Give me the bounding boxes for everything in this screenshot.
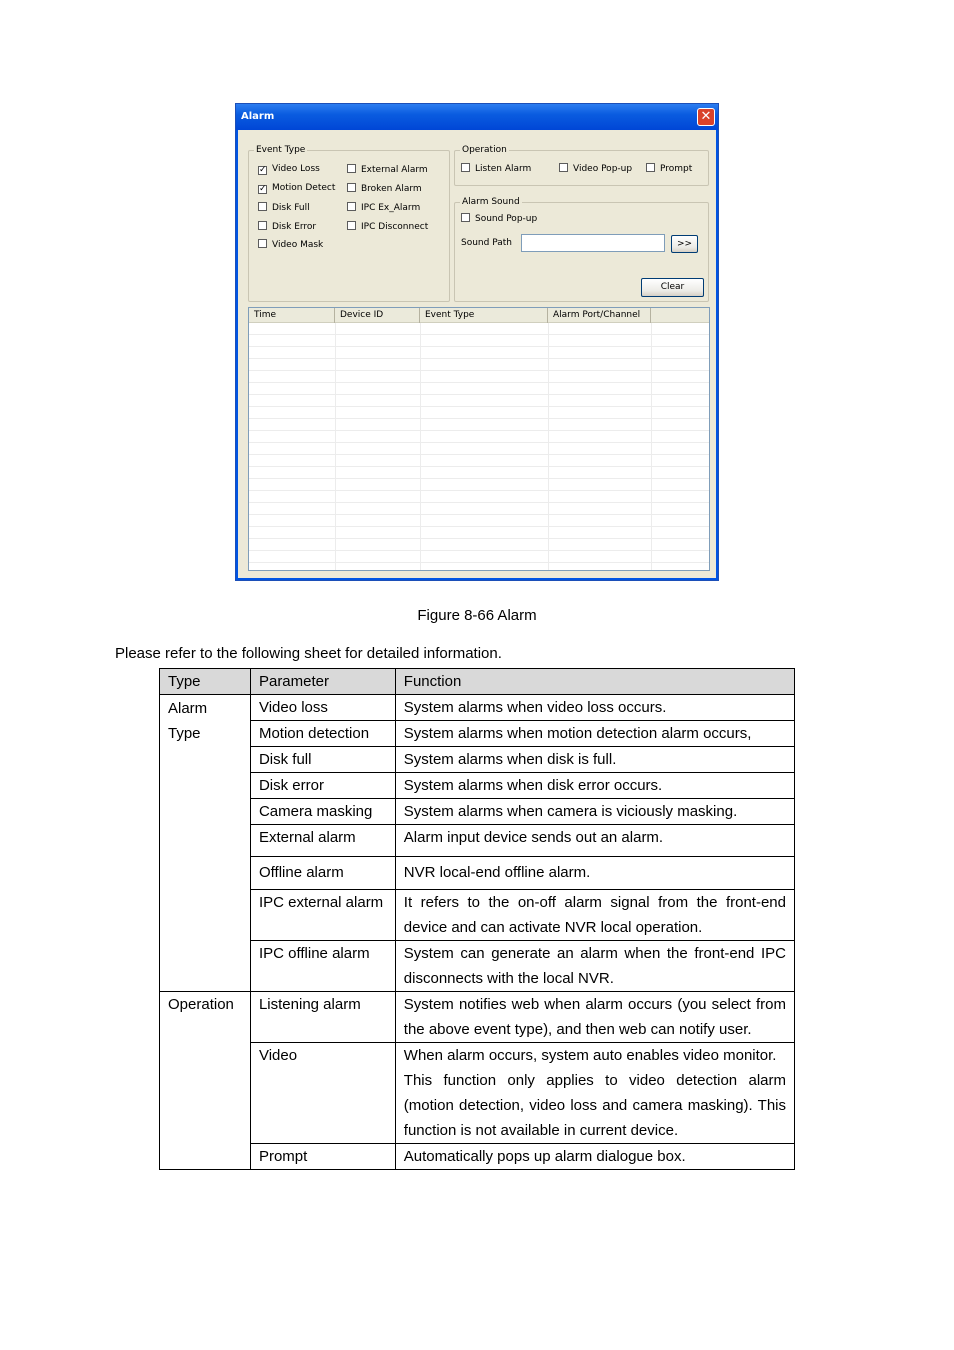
- function-cell: Automatically pops up alarm dialogue box.: [395, 1144, 794, 1170]
- checkbox-video-popup-box[interactable]: [559, 163, 568, 172]
- checkbox-broken-alarm-box[interactable]: [347, 183, 356, 192]
- dialog-title-bar: [236, 104, 718, 130]
- checkbox-ipc-ex-alarm[interactable]: [347, 202, 420, 214]
- function-cell: System alarms when video loss occurs.: [395, 695, 794, 721]
- function-cell: System alarms when disk is full.: [395, 747, 794, 773]
- checkbox-disk-full-box[interactable]: [258, 202, 267, 211]
- checkbox-label: IPC Ex_Alarm: [361, 203, 421, 213]
- checkbox-motion-detect-box[interactable]: ✓: [259, 184, 267, 194]
- checkbox-video-mask-box[interactable]: [258, 239, 267, 248]
- checkbox-label: IPC Disconnect: [361, 222, 429, 232]
- table-row: [160, 941, 795, 992]
- table-row: [160, 1144, 795, 1170]
- param-cell: Motion detection: [250, 721, 395, 747]
- dialog-body: [239, 130, 715, 578]
- checkbox-video-mask[interactable]: [258, 239, 323, 251]
- checkbox-disk-error-box[interactable]: [258, 221, 267, 230]
- checkbox-external-alarm[interactable]: [347, 164, 428, 176]
- checkbox-video-popup[interactable]: [559, 163, 632, 175]
- function-line: When alarm occurs, system auto enables video monitor.: [403, 1047, 777, 1064]
- alarm-list-rows: [249, 323, 709, 570]
- browse-button[interactable]: >>: [671, 235, 698, 253]
- alarm-sound-group: [454, 197, 709, 302]
- table-row: [160, 1043, 795, 1144]
- function-cell: [395, 1043, 794, 1144]
- intro-text: Please refer to the following sheet for detailed information.: [115, 645, 502, 662]
- checkbox-sound-popup[interactable]: [461, 213, 537, 225]
- function-cell: System alarms when disk error occurs.: [395, 773, 794, 799]
- table-row: [160, 825, 795, 857]
- checkbox-video-loss-box[interactable]: ✓: [259, 165, 267, 175]
- dialog-title: Alarm: [241, 111, 275, 122]
- function-cell: System alarms when motion detection alarm occurs,: [395, 721, 794, 747]
- checkbox-broken-alarm[interactable]: [347, 183, 422, 195]
- table-row: [160, 799, 795, 825]
- checkbox-label: Listen Alarm: [475, 164, 532, 174]
- table-row: [160, 773, 795, 799]
- close-icon[interactable]: ✕: [697, 108, 715, 126]
- header-type: Type: [160, 669, 251, 695]
- function-cell: System can generate an alarm when the front-end IPC disconnects with the local NVR.: [395, 941, 794, 992]
- type-label: Alarm Type: [168, 700, 208, 742]
- table-row: [160, 747, 795, 773]
- column-device-id[interactable]: Device ID: [335, 308, 420, 323]
- header-parameter: Parameter: [250, 669, 395, 695]
- type-cell-operation: [160, 992, 251, 1170]
- checkbox-label: External Alarm: [361, 165, 428, 175]
- table-header-row: [160, 669, 795, 695]
- sound-path-input[interactable]: [521, 234, 665, 252]
- event-type-label: Event Type: [256, 145, 306, 155]
- parameter-table: [159, 668, 795, 1170]
- alarm-list-header: [249, 308, 709, 323]
- table-row: [160, 721, 795, 747]
- checkbox-label: Disk Error: [272, 222, 317, 232]
- operation-label: Operation: [462, 145, 507, 155]
- alarm-sound-label: Alarm Sound: [462, 197, 520, 207]
- param-cell: Offline alarm: [250, 857, 395, 890]
- column-time[interactable]: Time: [249, 308, 335, 323]
- alarm-dialog: [235, 103, 719, 581]
- param-cell: Video: [250, 1043, 395, 1144]
- grid-line: [651, 323, 652, 570]
- grid-line: [548, 323, 549, 570]
- table-row: [160, 695, 795, 721]
- checkbox-video-loss[interactable]: [258, 164, 320, 175]
- checkbox-label: Sound Pop-up: [475, 214, 538, 224]
- checkbox-external-alarm-box[interactable]: [347, 164, 356, 173]
- table-row: [160, 890, 795, 941]
- param-cell: Video loss: [250, 695, 395, 721]
- param-cell: IPC offline alarm: [250, 941, 395, 992]
- type-cell-alarm-type: [160, 695, 251, 992]
- column-alarm-port-channel[interactable]: Alarm Port/Channel: [548, 308, 651, 323]
- event-type-group: [248, 145, 450, 302]
- table-row: [160, 857, 795, 890]
- function-cell: System alarms when camera is viciously masking.: [395, 799, 794, 825]
- checkbox-sound-popup-box[interactable]: [461, 213, 470, 222]
- column-blank: [651, 308, 710, 323]
- figure-caption: Figure 8-66 Alarm: [417, 607, 537, 624]
- alarm-list[interactable]: [248, 307, 710, 571]
- checkbox-label: Motion Detect: [272, 183, 336, 193]
- checkbox-prompt[interactable]: [646, 163, 692, 175]
- grid-line: [335, 323, 336, 570]
- param-cell: Disk error: [250, 773, 395, 799]
- checkbox-label: Broken Alarm: [361, 184, 422, 194]
- function-line: This function only applies to video detection alarm (motion detection, video loss and camera masking). This function is not available in current device.: [403, 1072, 786, 1139]
- header-function: Function: [395, 669, 794, 695]
- checkbox-label: Video Loss: [272, 164, 320, 174]
- function-cell: System notifies web when alarm occurs (you select from the above event type), and then web can notify user.: [395, 992, 794, 1043]
- param-cell: Listening alarm: [250, 992, 395, 1043]
- checkbox-listen-alarm-box[interactable]: [461, 163, 470, 172]
- param-cell: Prompt: [250, 1144, 395, 1170]
- checkbox-disk-error[interactable]: [258, 221, 316, 233]
- param-cell: Camera masking: [250, 799, 395, 825]
- function-cell: NVR local-end offline alarm.: [395, 857, 794, 890]
- checkbox-ipc-disconnect[interactable]: [347, 221, 428, 233]
- checkbox-label: Video Pop-up: [573, 164, 633, 174]
- checkbox-ipc-ex-alarm-box[interactable]: [347, 202, 356, 211]
- grid-line: [420, 323, 421, 570]
- sound-path-label: Sound Path: [461, 238, 512, 248]
- checkbox-motion-detect[interactable]: [258, 183, 335, 194]
- table-row: [160, 992, 795, 1043]
- checkbox-listen-alarm[interactable]: [461, 163, 531, 175]
- param-cell: External alarm: [250, 825, 395, 857]
- checkbox-disk-full[interactable]: [258, 202, 310, 214]
- checkbox-prompt-box[interactable]: [646, 163, 655, 172]
- checkbox-label: Prompt: [660, 164, 693, 174]
- type-label: Operation: [168, 996, 234, 1013]
- operation-group: [454, 145, 709, 186]
- function-cell: It refers to the on-off alarm signal from the front-end device and can activate NVR local operation.: [395, 890, 794, 941]
- checkbox-ipc-disconnect-box[interactable]: [347, 221, 356, 230]
- checkbox-label: Video Mask: [272, 240, 324, 250]
- param-cell: IPC external alarm: [250, 890, 395, 941]
- checkbox-label: Disk Full: [272, 203, 310, 213]
- column-event-type[interactable]: Event Type: [420, 308, 548, 323]
- param-cell: Disk full: [250, 747, 395, 773]
- clear-button[interactable]: Clear: [641, 278, 704, 297]
- function-cell: Alarm input device sends out an alarm.: [395, 825, 794, 857]
